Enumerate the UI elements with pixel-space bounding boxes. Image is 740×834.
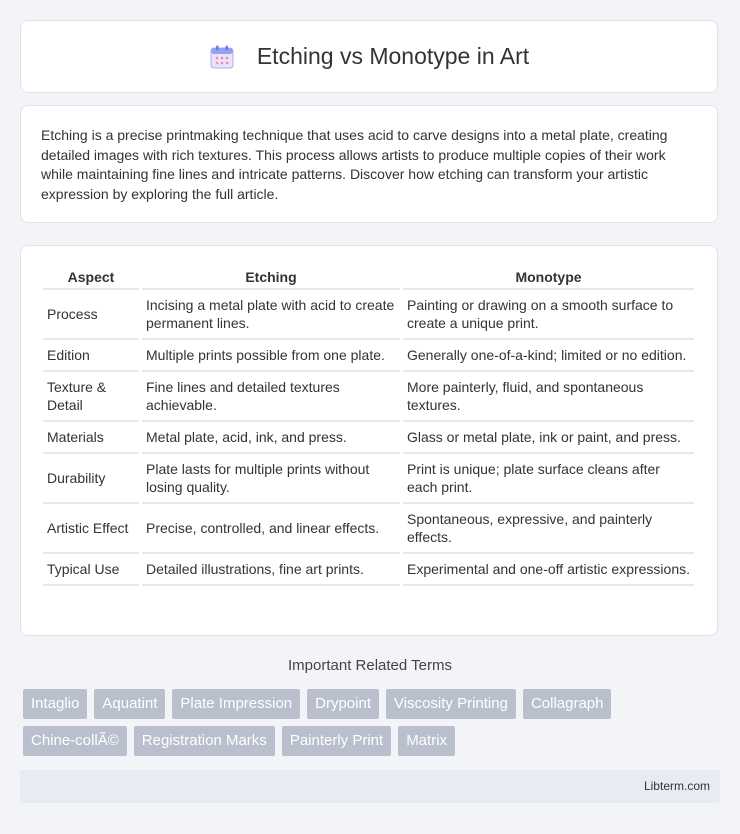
related-terms-title: Important Related Terms: [288, 657, 452, 674]
intro-card: [20, 105, 718, 223]
table-cell: Edition: [43, 338, 139, 370]
intro-text: Etching is a precise printmaking technique that uses acid to carve designs into a metal plate, creating detailed images with rich textures. This process allows artists to produce multiple copies of their work while maintaining fine lines and intricate patterns. Discover how etching can transform your artistic expression by exploring the full article.: [41, 127, 668, 202]
table-row: [43, 420, 694, 452]
table-header-row: [43, 264, 694, 288]
table-cell: Materials: [43, 420, 139, 452]
table-row: [43, 338, 694, 370]
table-cell: Plate lasts for multiple prints without losing quality.: [142, 452, 400, 502]
comparison-card: [20, 245, 718, 636]
table-row: [43, 452, 694, 502]
related-term-tag[interactable]: Plate Impression: [172, 689, 300, 719]
table-row: [43, 288, 694, 338]
table-cell: Metal plate, acid, ink, and press.: [142, 420, 400, 452]
table-cell: More painterly, fluid, and spontaneous textures.: [403, 370, 694, 420]
title-card: [20, 20, 718, 93]
table-cell: Glass or metal plate, ink or paint, and press.: [403, 420, 694, 452]
table-cell: Print is unique; plate surface cleans after each print.: [403, 452, 694, 502]
table-cell: Detailed illustrations, fine art prints.: [142, 552, 400, 586]
table-cell: Artistic Effect: [43, 502, 139, 552]
table-cell: Fine lines and detailed textures achievable.: [142, 370, 400, 420]
table-row: [43, 552, 694, 586]
page-title: Etching vs Monotype in Art: [256, 43, 530, 69]
column-header: Etching: [245, 269, 297, 285]
table-row: [43, 370, 694, 420]
related-term-tag[interactable]: Painterly Print: [282, 726, 391, 756]
table-cell: Incising a metal plate with acid to create permanent lines.: [142, 288, 400, 338]
related-term-tag[interactable]: Registration Marks: [134, 726, 275, 756]
table-cell: Durability: [43, 452, 139, 502]
table-cell: Process: [43, 288, 139, 338]
comparison-table: [40, 264, 697, 586]
table-cell: Typical Use: [43, 552, 139, 586]
footer: [20, 770, 720, 803]
column-header: Aspect: [67, 269, 115, 285]
related-term-tag[interactable]: Aquatint: [94, 689, 165, 719]
table-cell: Spontaneous, expressive, and painterly effects.: [403, 502, 694, 552]
table-cell: Painting or drawing on a smooth surface to create a unique print.: [403, 288, 694, 338]
related-terms-list: [23, 689, 723, 763]
related-term-tag[interactable]: Chine-collÃ©: [23, 726, 127, 756]
table-cell: Texture & Detail: [43, 370, 139, 420]
calendar-icon: [209, 44, 235, 70]
table-cell: Experimental and one-off artistic expressions.: [403, 552, 694, 586]
related-term-tag[interactable]: Intaglio: [23, 689, 87, 719]
table-row: [43, 502, 694, 552]
related-term-tag[interactable]: Viscosity Printing: [386, 689, 516, 719]
related-term-tag[interactable]: Matrix: [398, 726, 455, 756]
related-term-tag[interactable]: Collagraph: [523, 689, 612, 719]
related-term-tag[interactable]: Drypoint: [307, 689, 379, 719]
column-header: Monotype: [515, 269, 582, 285]
table-cell: Multiple prints possible from one plate.: [142, 338, 400, 370]
footer-brand-link[interactable]: Libterm.com: [643, 779, 710, 793]
table-cell: Generally one-of-a-kind; limited or no edition.: [403, 338, 694, 370]
table-cell: Precise, controlled, and linear effects.: [142, 502, 400, 552]
